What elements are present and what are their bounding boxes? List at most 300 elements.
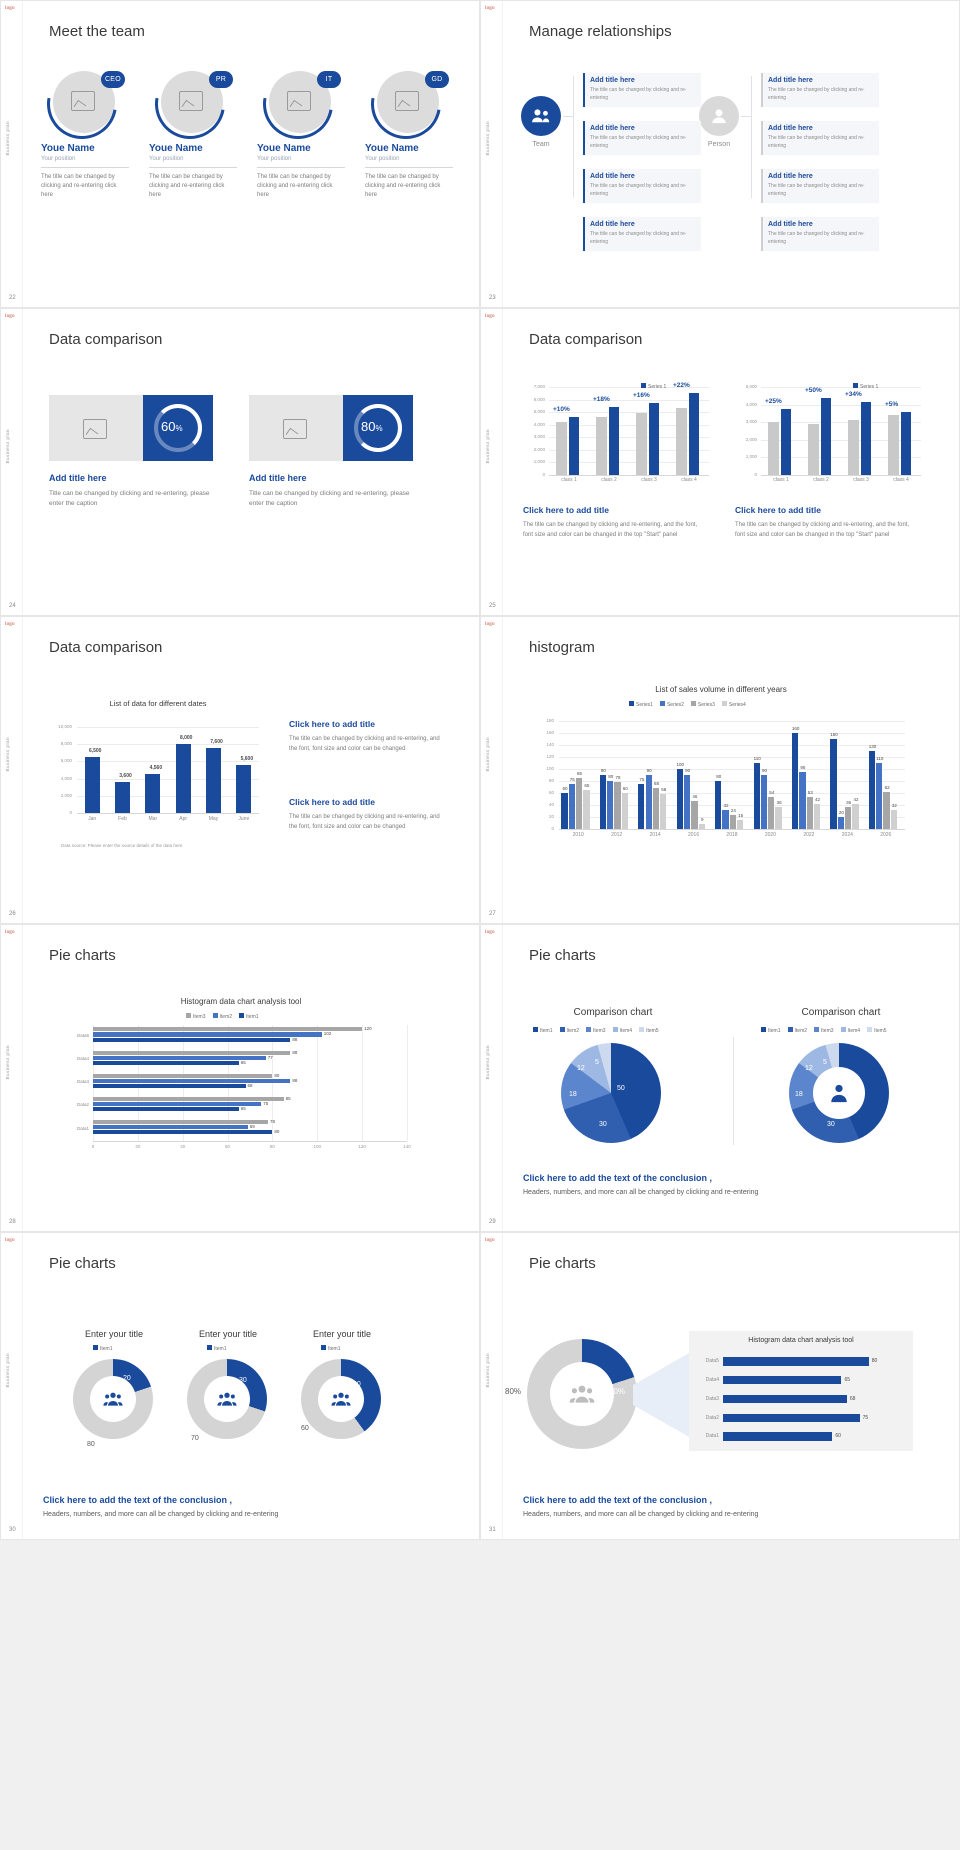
page-title: Pie charts xyxy=(49,1255,116,1272)
axis-category: May xyxy=(208,816,219,822)
page-title: Data comparison xyxy=(49,331,163,348)
vertical-label: Business plan xyxy=(5,121,10,156)
donut-center xyxy=(90,1376,136,1422)
vertical-label: Business plan xyxy=(5,737,10,772)
bar-value-label: 65 xyxy=(584,783,590,788)
axis-tick: 140 xyxy=(546,742,554,747)
brand-logo: logo xyxy=(485,622,495,627)
axis-category: class 1 xyxy=(773,477,789,483)
legend-label: Item4 xyxy=(847,1028,861,1034)
axis-line xyxy=(93,1141,407,1142)
grid-line xyxy=(559,733,905,734)
role-badge: PR xyxy=(209,71,233,88)
slide-27[interactable] xyxy=(480,616,960,924)
pie-slice-label: 12 xyxy=(805,1065,813,1072)
chart-source: Data source: Please enter the source details of the data here xyxy=(61,843,183,848)
grid-line xyxy=(761,387,921,388)
page-title: Manage relationships xyxy=(529,23,672,40)
bar xyxy=(830,739,836,829)
axis-tick: 0 xyxy=(542,472,545,477)
bar xyxy=(93,1120,268,1124)
caption-text: The title can be changed by clicking and re-entering, and the font, font size and color can be changed xyxy=(289,736,440,752)
axis-tick: 5,000 xyxy=(533,409,545,415)
relationship-card[interactable] xyxy=(583,73,701,107)
brand-logo: logo xyxy=(5,1238,15,1243)
page-title: Meet the team xyxy=(49,23,145,40)
bar-value-label: 65 xyxy=(240,1059,246,1065)
card-title: Add title here xyxy=(590,77,635,84)
relationship-card[interactable] xyxy=(761,73,879,107)
horizontal-bar-chart xyxy=(695,1353,907,1447)
bar-value-label: 110 xyxy=(753,756,761,761)
chart-title: Comparison chart xyxy=(801,1007,881,1018)
axis-category: Data4 xyxy=(76,1056,89,1062)
page-number: 23 xyxy=(489,295,496,301)
bar-value-label: 42 xyxy=(815,796,821,802)
axis-category: Data4 xyxy=(705,1376,719,1383)
axis-tick: 4,000 xyxy=(60,775,72,781)
bar-value-label: 36 xyxy=(846,800,852,806)
axis-category: class 3 xyxy=(853,477,869,483)
bar-value-label: 46 xyxy=(692,794,698,800)
legend-label: Item4 xyxy=(619,1028,633,1034)
bar-value-label: 68 xyxy=(247,1082,253,1088)
axis-tick: 2,000 xyxy=(745,436,757,442)
pie-slice-label: 18 xyxy=(795,1091,803,1098)
axis-category: class 2 xyxy=(601,477,617,483)
axis-category: class 4 xyxy=(893,477,909,483)
pie-slice-label: 60 xyxy=(301,1425,309,1432)
card-text: The title can be changed by clicking and re-entering xyxy=(590,231,687,245)
bar xyxy=(723,1432,832,1440)
page-title: Pie charts xyxy=(529,1255,596,1272)
image-placeholder-icon xyxy=(179,91,203,111)
bar xyxy=(85,757,100,813)
legend-label: Item3 xyxy=(593,1028,606,1034)
axis-tick: 100 xyxy=(546,766,554,771)
pie-slice-label: 12 xyxy=(577,1065,585,1072)
axis-tick: 20 xyxy=(548,814,554,819)
axis-category: 2026 xyxy=(880,832,892,838)
bar-value-label: 24 xyxy=(730,807,736,813)
axis-category: Data5 xyxy=(705,1358,719,1365)
page-number: 31 xyxy=(489,1527,496,1533)
bar-value-label: 160 xyxy=(791,726,800,731)
card-text: The title can be changed by clicking and re-entering xyxy=(590,183,687,197)
bar xyxy=(883,792,889,829)
axis-tick: 1,000 xyxy=(533,459,545,465)
slide-24[interactable] xyxy=(0,308,480,616)
block-text: Title can be changed by clicking and re-entering, please enter the caption xyxy=(49,490,210,508)
axis-line xyxy=(559,829,905,830)
bar-value-label: 36 xyxy=(776,800,782,806)
bar-value-label: 85 xyxy=(577,771,583,776)
vertical-label: Business plan xyxy=(5,1045,10,1080)
bar xyxy=(876,763,882,829)
horizontal-bar-chart xyxy=(59,1025,419,1155)
divider xyxy=(41,167,129,168)
pie-slice-label: 30 xyxy=(239,1377,247,1384)
bar xyxy=(569,784,575,829)
conclusion-heading[interactable]: Click here to add the text of the conclusion , xyxy=(523,1173,713,1183)
card-title: Add title here xyxy=(768,125,813,132)
chart-legend xyxy=(853,383,878,390)
bar-value-label: 58 xyxy=(661,787,667,793)
bar xyxy=(722,810,728,829)
legend-label: Series4 xyxy=(728,702,746,708)
bar xyxy=(684,775,690,829)
brand-logo: logo xyxy=(485,314,495,319)
member-position: Your position xyxy=(41,156,76,162)
axis-tick: 20 xyxy=(135,1144,141,1149)
member-description: The title can be changed by clicking and re-entering click here xyxy=(149,174,225,198)
bar xyxy=(799,772,805,829)
bar xyxy=(569,417,579,475)
legend-label: Series 1 xyxy=(648,384,667,390)
bar-chart-left xyxy=(523,382,713,487)
image-placeholder-icon xyxy=(395,91,419,111)
team-member[interactable] xyxy=(257,69,353,200)
brand-logo: logo xyxy=(485,930,495,935)
bar xyxy=(781,409,791,475)
axis-category: June xyxy=(238,816,250,822)
bar xyxy=(93,1056,266,1060)
slide-29[interactable] xyxy=(480,924,960,1232)
bar xyxy=(93,1079,290,1083)
axis-category: 2018 xyxy=(726,832,738,838)
image-placeholder[interactable] xyxy=(49,395,143,461)
bar-value-label: 32 xyxy=(891,802,897,808)
bar-value-label: 80 xyxy=(716,774,722,779)
legend-label: Series3 xyxy=(697,702,715,708)
card-title: Add title here xyxy=(768,221,813,228)
bar xyxy=(93,1130,272,1134)
pie-slice-label: 20 xyxy=(123,1375,131,1382)
chart-title: List of sales volume in different years xyxy=(655,685,787,694)
card-title: Add title here xyxy=(590,173,635,180)
grid-line xyxy=(559,757,905,758)
brand-logo: logo xyxy=(5,622,15,627)
role-badge: IT xyxy=(317,71,341,88)
axis-category: Data2 xyxy=(705,1414,719,1421)
member-name: Youe Name xyxy=(41,143,95,154)
connector xyxy=(751,76,752,198)
image-placeholder[interactable] xyxy=(249,395,343,461)
growth-label: +18% xyxy=(593,396,610,404)
slide-23[interactable] xyxy=(480,0,960,308)
bar xyxy=(93,1038,290,1042)
percent-donut xyxy=(143,395,213,461)
axis-category: 2016 xyxy=(687,832,700,838)
legend-label: Item1 xyxy=(328,1346,341,1352)
bar xyxy=(676,408,686,475)
axis-tick: 60 xyxy=(225,1144,231,1149)
team-node-label: Team xyxy=(532,141,550,148)
team-node-icon xyxy=(521,96,561,136)
axis-category: Data3 xyxy=(76,1079,89,1085)
card-text: The title can be changed by clicking and re-entering xyxy=(590,135,687,149)
bar-value-label: 8,000 xyxy=(179,735,193,742)
slide-28[interactable] xyxy=(0,924,480,1232)
card-title: Add title here xyxy=(590,125,635,132)
axis-category: Jan xyxy=(88,816,97,822)
axis-tick: 2,000 xyxy=(60,792,72,798)
member-position: Your position xyxy=(257,156,292,162)
slide-26[interactable] xyxy=(0,616,480,924)
axis-tick: 3,000 xyxy=(533,434,545,440)
bar xyxy=(93,1107,239,1111)
bar-value-label: 88 xyxy=(292,1036,298,1042)
team-member[interactable] xyxy=(149,69,245,200)
bar-value-label: 6,500 xyxy=(88,748,102,755)
axis-tick: 4,000 xyxy=(533,421,545,427)
chart-legend xyxy=(207,1345,227,1352)
vertical-label: Business plan xyxy=(485,1045,490,1080)
relationship-card[interactable] xyxy=(761,121,879,155)
bar xyxy=(723,1414,860,1422)
page-number: 30 xyxy=(9,1527,16,1533)
growth-label: +5% xyxy=(885,401,899,409)
bar-value-label: 7,600 xyxy=(210,738,223,745)
caption-text: The title can be changed by clicking and re-entering, and the font, font size and color can be changed in the top "Start" panel xyxy=(523,522,698,538)
conclusion-text: Headers, numbers, and more can all be changed by clicking and re-entering xyxy=(43,1511,279,1518)
bar-value-label: 60 xyxy=(835,1433,841,1440)
axis-category: 2024 xyxy=(841,832,853,838)
pie-slice-label: 5 xyxy=(823,1059,827,1066)
axis-tick: 0 xyxy=(69,810,72,815)
bar-value-label: 75 xyxy=(862,1414,869,1421)
axis-category: Mar xyxy=(148,816,158,822)
bar-value-label: 68 xyxy=(653,781,659,787)
percent-value: 60 xyxy=(161,419,176,434)
axis-tick: 2,000 xyxy=(533,446,545,452)
conclusion-text: Headers, numbers, and more can all be changed by clicking and re-entering xyxy=(523,1511,759,1518)
grid-line xyxy=(559,721,905,722)
bar xyxy=(901,412,911,475)
bar xyxy=(636,413,646,475)
legend-label: Item2 xyxy=(566,1028,580,1034)
member-name: Youe Name xyxy=(365,143,419,154)
grid-line xyxy=(77,796,259,797)
vertical-label: Business plan xyxy=(5,1353,10,1388)
bar xyxy=(691,801,697,829)
team-member[interactable] xyxy=(365,69,461,200)
bar xyxy=(609,407,619,475)
bar xyxy=(689,393,699,475)
axis-tick: 5,000 xyxy=(745,384,757,389)
image-placeholder-icon xyxy=(83,419,107,439)
block-heading[interactable]: Add title here xyxy=(249,473,307,483)
axis-category: Data1 xyxy=(705,1433,719,1440)
bar-value-label: 80 xyxy=(274,1129,280,1135)
slide-25[interactable] xyxy=(480,308,960,616)
axis-tick: 120 xyxy=(546,754,554,759)
caption-heading[interactable]: Click here to add title xyxy=(289,719,375,729)
axis-category: Data3 xyxy=(705,1395,719,1402)
bar xyxy=(607,781,613,829)
relationship-card[interactable] xyxy=(583,121,701,155)
funnel-connector xyxy=(633,1353,689,1437)
divider xyxy=(733,1037,734,1145)
chart-legend xyxy=(641,383,666,390)
conclusion-text: Headers, numbers, and more can all be changed by clicking and re-entering xyxy=(523,1189,759,1196)
bar xyxy=(93,1061,239,1065)
caption-heading[interactable]: Click here to add title xyxy=(523,505,609,515)
legend-label: Item3 xyxy=(821,1028,834,1034)
bar-value-label: 90 xyxy=(761,768,767,773)
pie-slice-label: 30 xyxy=(599,1121,607,1128)
grid-line xyxy=(77,779,259,780)
bar xyxy=(768,422,778,475)
growth-label: +16% xyxy=(633,392,650,400)
legend-label: Item1 xyxy=(214,1346,227,1352)
chart-legend xyxy=(533,1027,659,1034)
people-icon xyxy=(103,1391,123,1407)
bar-value-label: 85 xyxy=(285,1095,291,1101)
pie-slice-label: 70 xyxy=(191,1435,199,1442)
legend-label: Item1 xyxy=(100,1346,113,1352)
role-badge: CEO xyxy=(101,71,125,88)
bar-value-label: 88 xyxy=(292,1077,298,1083)
bar-value-label: 78 xyxy=(615,775,621,781)
bar xyxy=(761,775,767,829)
vertical-label: Business plan xyxy=(485,429,490,464)
bar-value-label: 53 xyxy=(807,790,813,796)
axis-category: class 2 xyxy=(813,477,829,483)
caption-heading[interactable]: Click here to add title xyxy=(735,505,821,515)
grid-line xyxy=(559,769,905,770)
legend-label: Item5 xyxy=(646,1028,659,1034)
bar-value-label: 15 xyxy=(738,813,744,818)
bar-value-label: 90 xyxy=(646,768,652,773)
growth-label: +25% xyxy=(765,398,782,405)
bar xyxy=(556,422,566,475)
grid-line xyxy=(317,1025,318,1141)
axis-category: 2014 xyxy=(649,832,661,838)
card-title: Add title here xyxy=(768,77,813,84)
legend-label: Series2 xyxy=(666,702,684,708)
card-text: The title can be changed by clicking and re-entering xyxy=(768,135,865,149)
member-name: Youe Name xyxy=(149,143,203,154)
chart-legend xyxy=(93,1345,113,1352)
bar xyxy=(653,788,659,829)
axis-category: Data2 xyxy=(76,1102,89,1108)
relationship-card[interactable] xyxy=(583,169,701,203)
connector xyxy=(741,116,751,117)
bar xyxy=(583,790,589,829)
legend-label: Item1 xyxy=(768,1028,781,1034)
pie-slice-label: 40 xyxy=(353,1381,361,1388)
image-placeholder-icon xyxy=(71,91,95,111)
relationship-card[interactable] xyxy=(761,217,879,251)
slide-30[interactable] xyxy=(0,1232,480,1540)
axis-category: Data5 xyxy=(76,1032,89,1038)
bar-value-label: 42 xyxy=(853,796,859,802)
bar-value-label: 69 xyxy=(249,1124,255,1130)
legend-label: Item1 xyxy=(540,1028,553,1034)
caption-heading[interactable]: Click here to add title xyxy=(289,797,375,807)
member-description: The title can be changed by clicking and re-entering click here xyxy=(41,174,117,198)
page-number: 22 xyxy=(9,295,16,301)
slide-31[interactable] xyxy=(480,1232,960,1540)
chart-title: Histogram data chart analysis tool xyxy=(180,997,302,1006)
bar-value-label: 60 xyxy=(562,786,568,791)
bar xyxy=(206,748,221,813)
bar-value-label: 77 xyxy=(267,1054,273,1060)
axis-tick: 0 xyxy=(551,826,554,831)
conclusion-heading[interactable]: Click here to add the text of the conclusion , xyxy=(523,1495,713,1505)
member-name: Youe Name xyxy=(257,143,311,154)
growth-label: +22% xyxy=(673,382,690,390)
chart-title: Enter your title xyxy=(198,1329,258,1339)
legend-label: Item5 xyxy=(874,1028,887,1034)
bar xyxy=(845,807,851,829)
bar-value-label: 3,600 xyxy=(119,773,132,780)
pie-slice-label: 18 xyxy=(569,1091,577,1098)
axis-tick: 40 xyxy=(180,1144,186,1149)
bar-value-label: 80 xyxy=(274,1072,280,1078)
chart-legend xyxy=(186,1013,259,1020)
bar xyxy=(888,415,898,475)
connector xyxy=(573,76,574,198)
brand-logo: logo xyxy=(5,314,15,319)
relationship-card[interactable] xyxy=(583,217,701,251)
slide-22[interactable] xyxy=(0,0,480,308)
bar xyxy=(145,774,160,813)
page-title: Data comparison xyxy=(529,331,643,348)
bar xyxy=(93,1051,290,1055)
pie-slice-label: 80% xyxy=(505,1387,522,1396)
grid-line xyxy=(77,744,259,745)
bar xyxy=(115,782,130,813)
bar xyxy=(808,424,818,475)
donut-center xyxy=(550,1362,614,1426)
relationship-card[interactable] xyxy=(761,169,879,203)
axis-tick: 140 xyxy=(403,1144,411,1149)
bar xyxy=(737,820,743,829)
block-heading[interactable]: Add title here xyxy=(49,473,107,483)
axis-tick: 7,000 xyxy=(533,384,545,389)
bar xyxy=(852,804,858,829)
axis-tick: 80 xyxy=(269,1144,275,1149)
bar xyxy=(660,794,666,829)
pie-slice-label: 20% xyxy=(609,1387,626,1396)
card-text: The title can be changed by clicking and re-entering xyxy=(768,183,865,197)
legend-label: Item3 xyxy=(193,1014,206,1020)
divider xyxy=(257,167,345,168)
legend-label: Item1 xyxy=(246,1014,259,1020)
axis-tick: 80 xyxy=(548,778,554,783)
chart-title: List of data for different dates xyxy=(109,699,207,708)
bar-value-label: 110 xyxy=(876,756,884,761)
divider xyxy=(365,167,453,168)
page-number: 29 xyxy=(489,1219,496,1225)
axis-category: class 1 xyxy=(561,477,577,483)
member-position: Your position xyxy=(149,156,184,162)
team-member[interactable] xyxy=(41,69,137,200)
conclusion-heading[interactable]: Click here to add the text of the conclusion , xyxy=(43,1495,233,1505)
bar xyxy=(869,751,875,829)
bar-value-label: 102 xyxy=(323,1031,332,1037)
vertical-label: Business plan xyxy=(485,737,490,772)
axis-line xyxy=(761,475,921,476)
bar xyxy=(821,398,831,475)
axis-tick: 8,000 xyxy=(60,741,72,747)
bar xyxy=(93,1102,261,1106)
growth-label: +34% xyxy=(845,390,862,398)
bar xyxy=(93,1074,272,1078)
growth-label: +10% xyxy=(553,406,570,414)
